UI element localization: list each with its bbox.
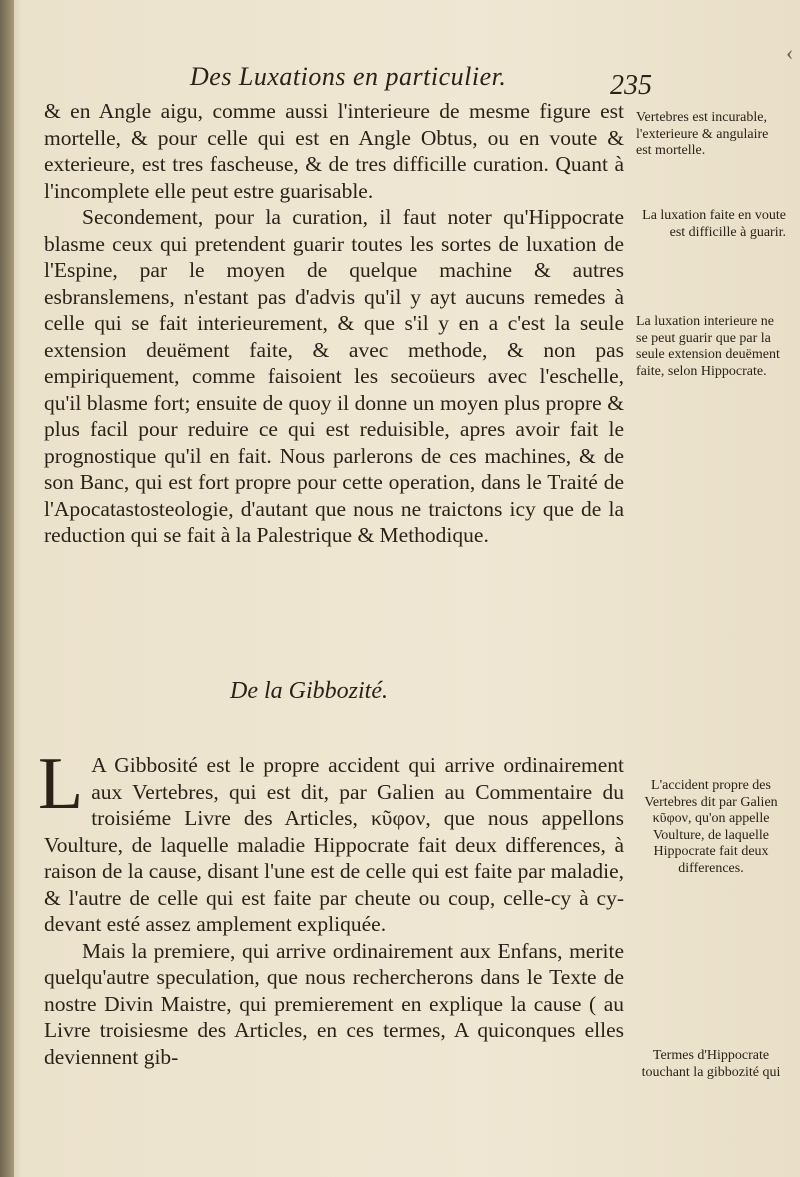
margin-note-5	[636, 1048, 786, 1081]
page-number: 235	[610, 70, 652, 101]
paragraph-4: Mais la premiere, qui arrive ordinairement aux Enfans, merite quelqu'autre speculation, que nous rechercherons dans le Texte de nostre Divin Maistre, qui premierement en explique la cause ( au Livre troisiesme des Articles, en ces termes, A quiconques elles deviennent gib-	[44, 938, 624, 1069]
paragraph-2: Secondement, pour la curation, il faut noter qu'Hippocrate blasme ceux qui pretendent guarir toutes les sortes de luxation de l'Espine, par le moyen de quelque machine & autres esbranslemens, n'estant pas d'advis qu'il y ayt aucuns remedes à celle qui se fait interieurement, & que s'il y en a c'est la seule extension deuëment faite, & avec methode, & non pas empiriquement, comme faisoient les secoüeurs avec l'eschelle, qu'il blasme fort; ensuite de quoy il donne un moyen plus propre & plus facil pour reduire ce qui est reduisible, apres avoir fait le prognostique qu'il en fait. Nous parlerons de ces machines, & de son Banc, qui est fort propre pour cette operation, dans le Traité de l'Apocatastosteologie, d'autant que nous ne traictons icy que de la reduction qui se fait à la Palestrique & Methodique.	[44, 205, 624, 547]
book-spine	[0, 0, 14, 1177]
page-edge-mark: ‹	[786, 40, 794, 65]
paragraph-3	[38, 743, 624, 938]
margin-note-3	[636, 314, 786, 380]
margin-note-2-text: La luxation faite en voute est difficille à guarir.	[642, 208, 786, 240]
margin-note-4-text: L'accident propre des Vertebres dit par Galien κῦφον, qu'on appelle Voulture, de laquelle Hippocrate fait deux differences.	[644, 778, 778, 876]
margin-note-1	[636, 110, 786, 160]
margin-note-4	[636, 778, 786, 877]
margin-note-5-text: Termes d'Hippocrate touchant la gibbozité qui	[641, 1048, 781, 1080]
paragraph-1: & en Angle aigu, comme aussi l'interieure de mesme figure est mortelle, & pour celle qui est en Angle Obtus, ou en voute & exterieure, est tres fascheuse, & de tres difficille curation. Quant à l'incomplete elle peut estre guarisable.	[44, 99, 624, 203]
paragraph-3-text: A Gibbosité est le propre accident qui arrive ordinairement aux Vertebres, qui est dit, par Galien au Commentaire du troisiéme Livre des Articles, κῦφον, que nous appellons Voulture, de laquelle maladie Hippocrate fait deux differences, à raison de la cause, disant l'une est de celle qui est faite par maladie, & l'autre de celle qui est faite par cheute ou coup, celle-cy à cy-devant esté assez amplement expliquée.	[44, 753, 624, 936]
main-text-block-1	[44, 98, 624, 549]
margin-note-3-text: La luxation interieure ne se peut guarir que par la seule extension deuëment faite, selon Hippocrate.	[636, 314, 780, 379]
section-heading: De la Gibbozité.	[230, 678, 388, 704]
running-title: Des Luxations en particulier.	[190, 62, 507, 91]
margin-note-1-text: Vertebres est incurable, l'exterieure & angulaire est mortelle.	[636, 110, 769, 158]
drop-capital: L	[38, 743, 84, 825]
main-text-block-2	[38, 743, 624, 1070]
margin-note-2	[636, 208, 786, 241]
